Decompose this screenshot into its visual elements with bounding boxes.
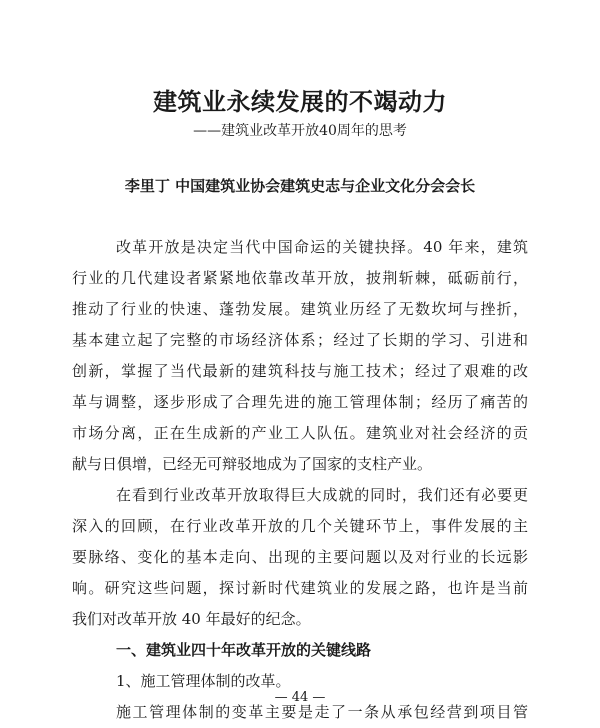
paragraph-line: 施工管理体制的变革主要是走了一条从承包经营到项目管 — [116, 703, 528, 721]
paragraph-line: 改革开放是决定当代中国命运的关键抉择。40 年来，建筑 — [116, 238, 528, 256]
paragraph-line: 创新，掌握了当代最新的建筑科技与施工技术；经过了艰难的改 — [72, 362, 528, 380]
paragraph-line: 在看到行业改革开放取得巨大成就的同时，我们还有必要更 — [116, 486, 528, 504]
paragraph-line: 要脉络、变化的基本走向、出现的主要问题以及对行业的长远影 — [72, 548, 528, 566]
article-subtitle: ——建筑业改革开放40周年的思考 — [193, 123, 407, 139]
paragraph-line: 深入的回顾，在行业改革开放的几个关键环节上，事件发展的主 — [72, 517, 528, 535]
paragraph-line: 推动了行业的快速、蓬勃发展。建筑业历经了无数坎坷与挫折， — [72, 300, 528, 318]
paragraph-line: 行业的几代建设者紧紧地依靠改革开放，披荆斩棘，砥砺前行， — [72, 269, 528, 287]
subsection-heading: 1、施工管理体制的改革。 — [116, 672, 291, 690]
paragraph-line: 献与日俱增，已经无可辩驳地成为了国家的支柱产业。 — [72, 455, 433, 473]
paragraph-line: 革与调整，逐步形成了合理先进的施工管理体制；经历了痛苦的 — [72, 393, 528, 411]
article-title: 建筑业永续发展的不竭动力 — [153, 88, 447, 116]
paragraph-line: 我们对改革开放 40 年最好的纪念。 — [72, 610, 311, 628]
paragraph-line: 基本建立起了完整的市场经济体系；经过了长期的学习、引进和 — [72, 331, 528, 349]
page-number: — 44 — — [274, 690, 326, 705]
section-heading: 一、建筑业四十年改革开放的关键线路 — [116, 641, 372, 659]
article-body — [72, 232, 528, 728]
paragraph-line: 响。研究这些问题，探讨新时代建筑业的发展之路，也许是当前 — [72, 579, 528, 597]
paragraph-line: 市场分离，正在生成新的产业工人队伍。建筑业对社会经济的贡 — [72, 424, 528, 442]
author-line: 李里丁 中国建筑业协会建筑史志与企业文化分会会长 — [124, 177, 476, 195]
